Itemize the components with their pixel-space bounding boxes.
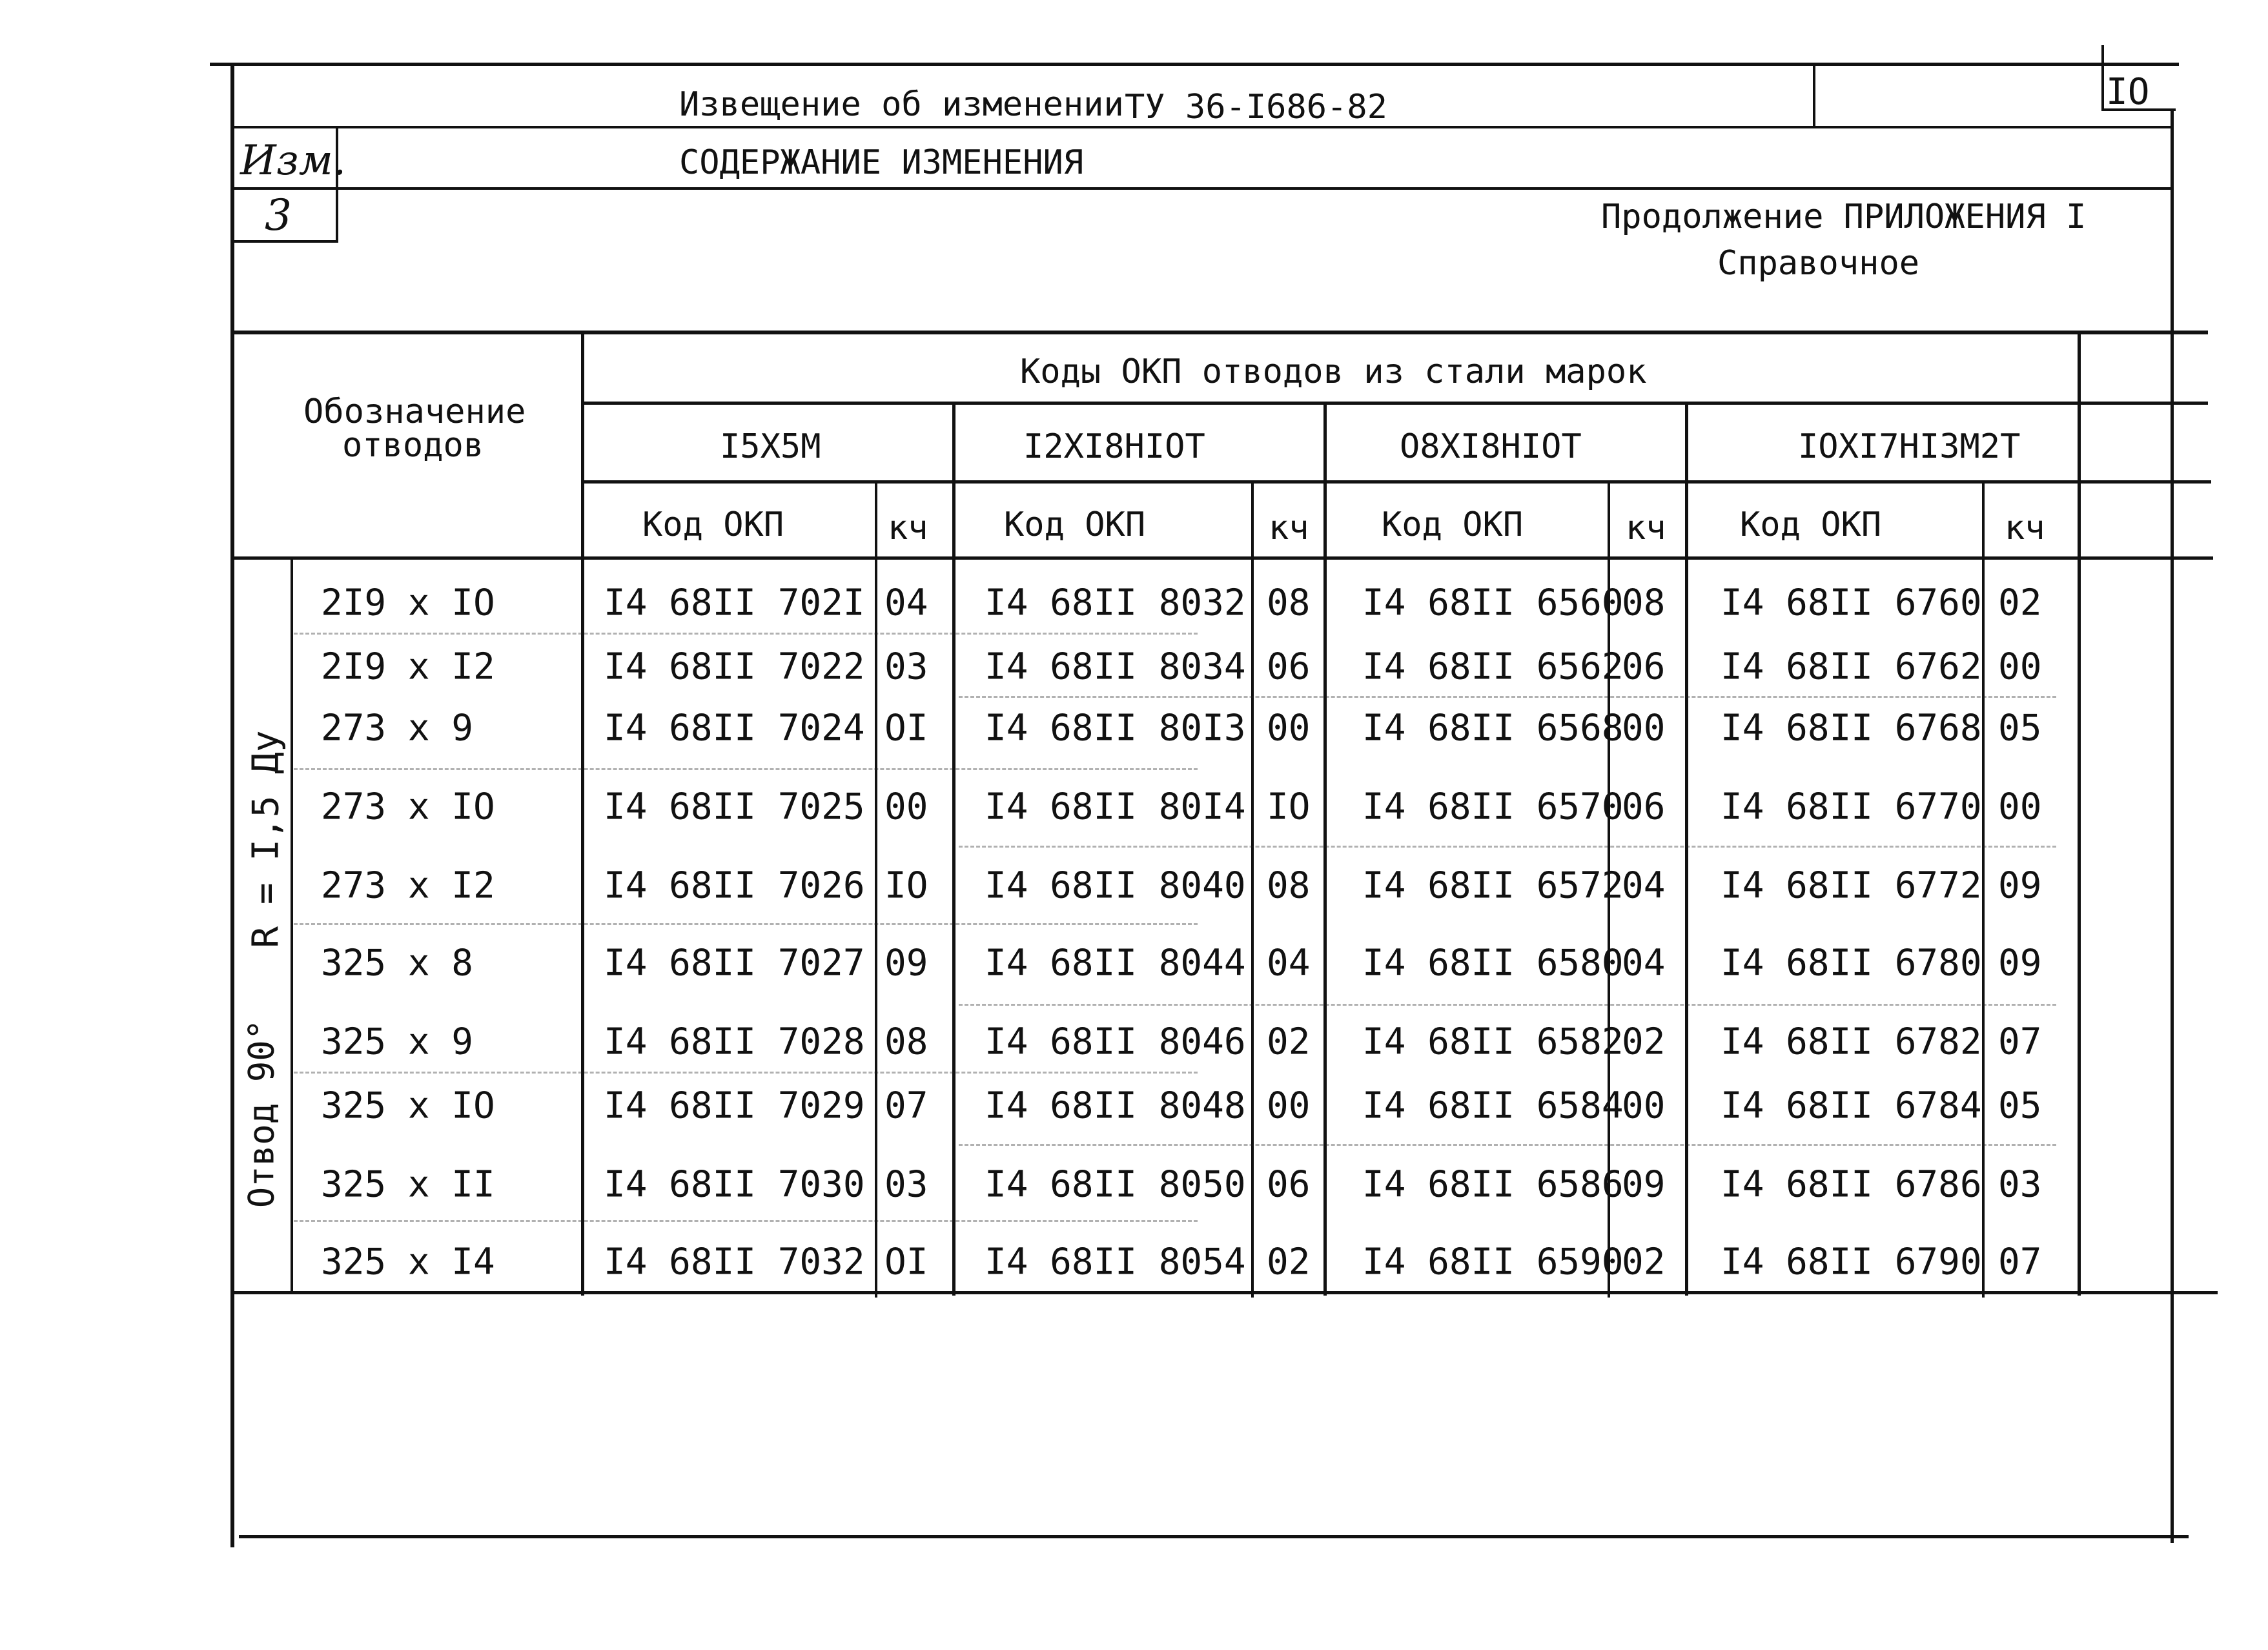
kch-cell: 06	[1267, 646, 1311, 688]
table-bottom-rule	[232, 1291, 2218, 1294]
kch-cell: 09	[884, 942, 928, 984]
row-separator	[294, 1072, 1198, 1074]
kch-cell: 02	[1267, 1241, 1311, 1283]
okp-code-cell: I4 68II 6580	[1362, 942, 1624, 984]
okp-code-cell: I4 68II 6582	[1362, 1021, 1624, 1063]
kch-cell: 08	[1622, 582, 1666, 624]
okp-code-cell: I4 68II 80I3	[985, 707, 1246, 749]
kch-cell: 07	[1998, 1021, 2042, 1063]
kch-cell: 09	[1998, 942, 2042, 984]
okp-code-cell: I4 68II 6568	[1362, 707, 1624, 749]
kch-header-4: кч	[2005, 509, 2045, 547]
kch-cell: 08	[1267, 864, 1311, 907]
kch-cell: 02	[1622, 1241, 1666, 1283]
okp-code-cell: I4 68II 6786	[1721, 1163, 1982, 1206]
kch-cell: 08	[1267, 582, 1311, 624]
kch-cell: 00	[1998, 786, 2042, 828]
kch-cell: 07	[884, 1085, 928, 1127]
bend-size-cell: 2I9 x IO	[321, 582, 495, 624]
row-header-line2: отводов	[342, 426, 484, 465]
header-bottom-rule	[232, 556, 2213, 560]
kch-cell: OI	[884, 1241, 928, 1283]
steel-grade-3: O8XI8HIOT	[1400, 427, 1582, 466]
spec-code: ТУ 36-I686-82	[1125, 88, 1387, 127]
bend-size-cell: 273 x I2	[321, 864, 495, 907]
change-number: 3	[265, 190, 292, 240]
steel-grade-1: I5X5M	[720, 427, 821, 466]
kch-cell: 02	[1622, 1021, 1666, 1063]
okp-code-cell: I4 68II 6784	[1721, 1085, 1982, 1127]
col-rule-right	[2078, 331, 2081, 1296]
row-header-line1: Обозначение	[303, 392, 526, 431]
kch-cell: 09	[1998, 864, 2042, 907]
table-top-rule	[232, 331, 2208, 334]
row-separator	[959, 1144, 2056, 1146]
code-header-2: Код ОКП	[1004, 505, 1146, 544]
okp-code-cell: I4 68II 7028	[604, 1021, 865, 1063]
col-rule-grade2	[952, 402, 955, 1296]
steel-grade-4: IOXI7HI3M2T	[1798, 427, 2021, 466]
okp-code-cell: I4 68II 6560	[1362, 582, 1624, 624]
okp-code-cell: I4 68II 7029	[604, 1085, 865, 1127]
row-separator	[959, 696, 2056, 698]
okp-code-cell: I4 68II 8044	[985, 942, 1246, 984]
okp-code-cell: I4 68II 6760	[1721, 582, 1982, 624]
kch-cell: 03	[884, 646, 928, 688]
kch-header-3: кч	[1626, 509, 1666, 547]
okp-code-cell: I4 68II 6780	[1721, 942, 1982, 984]
kch-cell: 00	[1622, 707, 1666, 749]
kch-cell: 05	[1998, 707, 2042, 749]
kch-cell: 04	[1622, 942, 1666, 984]
okp-code-cell: I4 68II 6570	[1362, 786, 1624, 828]
change-label: Изм.	[240, 137, 347, 185]
col-rule-kch4	[1982, 483, 1985, 1298]
okp-code-cell: I4 68II 6586	[1362, 1163, 1624, 1206]
side-label-radius: R = I,5 Ду	[245, 730, 287, 948]
col-rule-group	[581, 331, 584, 1296]
kch-cell: 00	[1622, 1085, 1666, 1127]
okp-code-cell: I4 68II 6772	[1721, 864, 1982, 907]
kch-cell: 06	[1622, 646, 1666, 688]
okp-code-cell: I4 68II 6762	[1721, 646, 1982, 688]
side-label-bend: Отвод 90°	[241, 1019, 282, 1208]
bend-size-cell: 325 x IO	[321, 1085, 495, 1127]
row-separator	[959, 846, 2056, 848]
okp-code-cell: I4 68II 6770	[1721, 786, 1982, 828]
okp-code-cell: I4 68II 6562	[1362, 646, 1624, 688]
okp-code-cell: I4 68II 8054	[985, 1241, 1246, 1283]
col-rule-side	[291, 558, 293, 1294]
code-header-4: Код ОКП	[1740, 505, 1882, 544]
group-header: Коды ОКП отводов из стали марок	[1020, 352, 1647, 391]
okp-code-cell: I4 68II 6768	[1721, 707, 1982, 749]
reference-label: Справочное	[1717, 244, 1920, 283]
sheet-number: IO	[2106, 71, 2150, 113]
okp-code-cell: I4 68II 8034	[985, 646, 1246, 688]
kch-cell: 00	[1267, 1085, 1311, 1127]
okp-code-cell: I4 68II 7027	[604, 942, 865, 984]
okp-code-cell: I4 68II 8032	[985, 582, 1246, 624]
code-header-3: Код ОКП	[1382, 505, 1524, 544]
content-title: СОДЕРЖАНИЕ ИЗМЕНЕНИЯ	[679, 143, 1084, 182]
col-rule-grade3	[1323, 402, 1327, 1296]
okp-code-cell: I4 68II 6590	[1362, 1241, 1624, 1283]
okp-code-cell: I4 68II 8048	[985, 1085, 1246, 1127]
okp-code-cell: I4 68II 7022	[604, 646, 865, 688]
bend-size-cell: 273 x IO	[321, 786, 495, 828]
row-separator	[959, 1004, 2056, 1006]
okp-code-cell: I4 68II 6782	[1721, 1021, 1982, 1063]
bend-size-cell: 273 x 9	[321, 707, 474, 749]
continuation-title: Продолжение ПРИЛОЖЕНИЯ I	[1601, 198, 2087, 236]
kch-cell: 09	[1622, 1163, 1666, 1206]
grade-header-rule	[581, 480, 2211, 484]
bend-size-cell: 2I9 x I2	[321, 646, 495, 688]
okp-code-cell: I4 68II 7024	[604, 707, 865, 749]
kch-cell: IO	[884, 864, 928, 907]
okp-code-cell: I4 68II 7032	[604, 1241, 865, 1283]
okp-code-cell: I4 68II 7026	[604, 864, 865, 907]
kch-cell: 00	[884, 786, 928, 828]
kch-cell: 07	[1998, 1241, 2042, 1283]
okp-code-cell: I4 68II 80I4	[985, 786, 1246, 828]
okp-code-cell: I4 68II 7025	[604, 786, 865, 828]
kch-cell: 06	[1622, 786, 1666, 828]
bend-size-cell: 325 x II	[321, 1163, 495, 1206]
kch-cell: IO	[1267, 786, 1311, 828]
kch-cell: 02	[1998, 582, 2042, 624]
okp-code-cell: I4 68II 6572	[1362, 864, 1624, 907]
okp-code-cell: I4 68II 8050	[985, 1163, 1246, 1206]
bend-size-cell: 325 x I4	[321, 1241, 495, 1283]
col-rule-grade4	[1685, 402, 1688, 1296]
kch-header-2: кч	[1269, 509, 1309, 547]
kch-cell: 04	[1622, 864, 1666, 907]
kch-cell: OI	[884, 707, 928, 749]
kch-cell: 02	[1267, 1021, 1311, 1063]
kch-cell: 03	[884, 1163, 928, 1206]
kch-cell: 03	[1998, 1163, 2042, 1206]
kch-cell: 00	[1998, 646, 2042, 688]
group-header-rule	[581, 402, 2208, 405]
notice-title: Извещение об изменении	[679, 85, 1124, 124]
kch-header-1: кч	[888, 509, 928, 547]
kch-cell: 00	[1267, 707, 1311, 749]
kch-cell: 05	[1998, 1085, 2042, 1127]
okp-code-cell: I4 68II 8040	[985, 864, 1246, 907]
row-separator	[294, 923, 1198, 925]
okp-code-cell: I4 68II 7030	[604, 1163, 865, 1206]
kch-cell: 04	[884, 582, 928, 624]
code-header-1: Код ОКП	[642, 505, 784, 544]
okp-code-cell: I4 68II 8046	[985, 1021, 1246, 1063]
okp-code-cell: I4 68II 702I	[604, 582, 865, 624]
bend-size-cell: 325 x 8	[321, 942, 474, 984]
okp-code-cell: I4 68II 6584	[1362, 1085, 1624, 1127]
okp-code-cell: I4 68II 6790	[1721, 1241, 1982, 1283]
row-separator	[294, 768, 1198, 770]
kch-cell: 08	[884, 1021, 928, 1063]
kch-cell: 04	[1267, 942, 1311, 984]
bend-size-cell: 325 x 9	[321, 1021, 474, 1063]
row-separator	[294, 633, 1198, 635]
col-rule-kch1	[875, 483, 877, 1298]
row-separator	[294, 1220, 1198, 1222]
col-rule-kch2	[1251, 483, 1254, 1298]
kch-cell: 06	[1267, 1163, 1311, 1206]
steel-grade-2: I2XI8HIOT	[1023, 427, 1205, 466]
